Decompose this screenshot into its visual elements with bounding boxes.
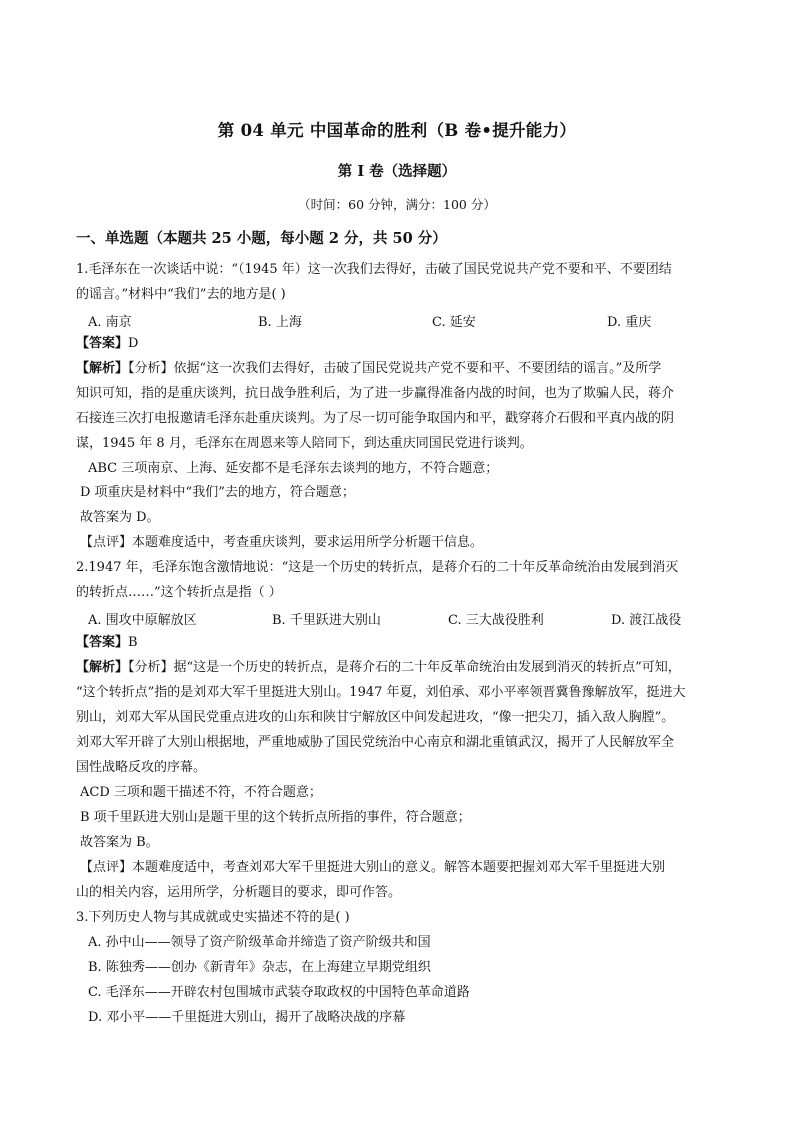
q1-analysis-tag: 【解析】 [76,361,129,376]
q1-stem-line2: 的谣言。”材料中“我们”去的地方是( ) [76,287,286,302]
q3-option-b: B. 陈独秀——创办《新青年》杂志，在上海建立早期党组织 [88,960,431,975]
q2-analysis-line4: 刘邓大军开辟了大别山根据地，严重地威胁了国民党统治中心南京和湖北重镇武汉，揭开了人民解放军全 [76,735,675,750]
q2-analysis-line6: ACD 三项和题干描述不符，不符合题意； [80,785,322,800]
q1-answer-value: D [128,336,139,351]
q3-stem: 3.下列历史人物与其成就或史实描述不符的是( ) [76,910,350,925]
q2-option-a: A. 围攻中原解放区 [88,613,197,628]
q1-analysis-line5: ABC 三项南京、上海、延安都不是毛泽东去谈判的地方，不符合题意； [88,461,499,476]
q1-comment: 【点评】本题难度适中，考查重庆谈判，要求运用所学分析题干信息。 [80,535,484,550]
q1-analysis-line7: 故答案为 D。 [80,510,160,525]
q1-stem-line1: 1.毛泽东在一次谈话中说：“（1945 年）这一次我们去得好，击破了国民党说共产党不要和平、不要团结 [76,262,672,277]
q1-answer [76,335,726,353]
document-title: 第 04 单元 中国革命的胜利（B 卷•提升能力） [217,121,577,140]
q2-answer-value: B [128,635,138,650]
q2-option-b: B. 千里跃进大别山 [272,613,381,628]
q2-analysis-line3: 别山，刘邓大军从国民党重点进攻的山东和陕甘宁解放区中间发起进攻，“像一把尖刀，插入敌人胸膛”。 [76,710,675,725]
q1-answer-tag: 【答案】 [76,336,129,351]
volume-subtitle: 第 I 卷（选择题） [337,163,457,180]
q2-analysis-line8: 故答案为 B。 [80,835,159,850]
q1-analysis-line6: D 项重庆是材料中“我们”去的地方，符合题意； [80,485,355,500]
q1-option-a: A. 南京 [88,315,132,330]
q1-option-c: C. 延安 [432,315,476,330]
q2-option-c: C. 三大战役胜利 [448,613,544,628]
q2-answer [76,634,726,652]
time-info: （时间：60 分钟，满分：100 分） [298,197,496,212]
q2-option-d: D. 渡江战役 [611,613,682,628]
q3-option-a: A. 孙中山——领导了资产阶级革命并缔造了资产阶级共和国 [88,935,431,950]
q2-stem-line1: 2.1947 年，毛泽东饱含激情地说：“这是一个历史的转折点，是蒋介石的二十年反革命统治由发展到消灭 [76,560,679,575]
section-heading: 一、单选题（本题共 25 小题，每小题 2 分，共 50 分） [76,230,447,247]
q2-analysis-line2: “这个转折点”指的是刘邓大军千里挺进大别山。1947 年夏，刘伯承、邓小平率领晋冀鲁豫解放军，挺进大 [76,685,686,700]
q2-comment-line2: 山的相关内容，运用所学，分析题目的要求，即可作答。 [76,885,402,900]
q2-stem-line2: 的转折点……”这个转折点是指（ ） [76,585,282,600]
q1-analysis-line1: 【解析】【分析】依据“这一次我们去得好，击破了国民党说共产党不要和平、不要团结的谣言。”及所学 [76,361,662,376]
q2-answer-tag: 【答案】 [76,635,129,650]
q2-analysis-line5: 国性战略反攻的序幕。 [76,760,207,775]
q2-analysis-line7: B 项千里跃进大别山是题干里的这个转折点所指的事件，符合题意； [80,810,471,825]
q2-analysis-line1: 【解析】【分析】据“这是一个历史的转折点，是蒋介石的二十年反革命统治由发展到消灭的转折点”可知， [76,660,681,675]
q1-analysis-line4: 谋，1945 年 8 月，毛泽东在周恩来等人陪同下，到达重庆同国民党进行谈判。 [76,436,533,451]
q3-option-d: D. 邓小平——千里挺进大别山，揭开了战略决战的序幕 [88,1010,406,1025]
q1-option-d: D. 重庆 [607,315,652,330]
q2-analysis-tag: 【解析】 [76,660,129,675]
q2-comment-line1: 【点评】本题难度适中，考查刘邓大军千里挺进大别山的意义。解答本题要把握刘邓大军千里挺进大别 [80,860,666,875]
q1-analysis-line2: 知识可知，指的是重庆谈判，抗日战争胜利后，为了进一步赢得准备内战的时间，也为了欺骗人民，蒋介 [76,386,675,401]
q1-analysis-line3: 石接连三次打电报邀请毛泽东赴重庆谈判。为了尽一切可能争取国内和平，戳穿蒋介石假和平真内战的阴 [76,411,675,426]
q1-option-b: B. 上海 [258,315,302,330]
q3-option-c: C. 毛泽东——开辟农村包围城市武装夺取政权的中国特色革命道路 [88,985,470,1000]
